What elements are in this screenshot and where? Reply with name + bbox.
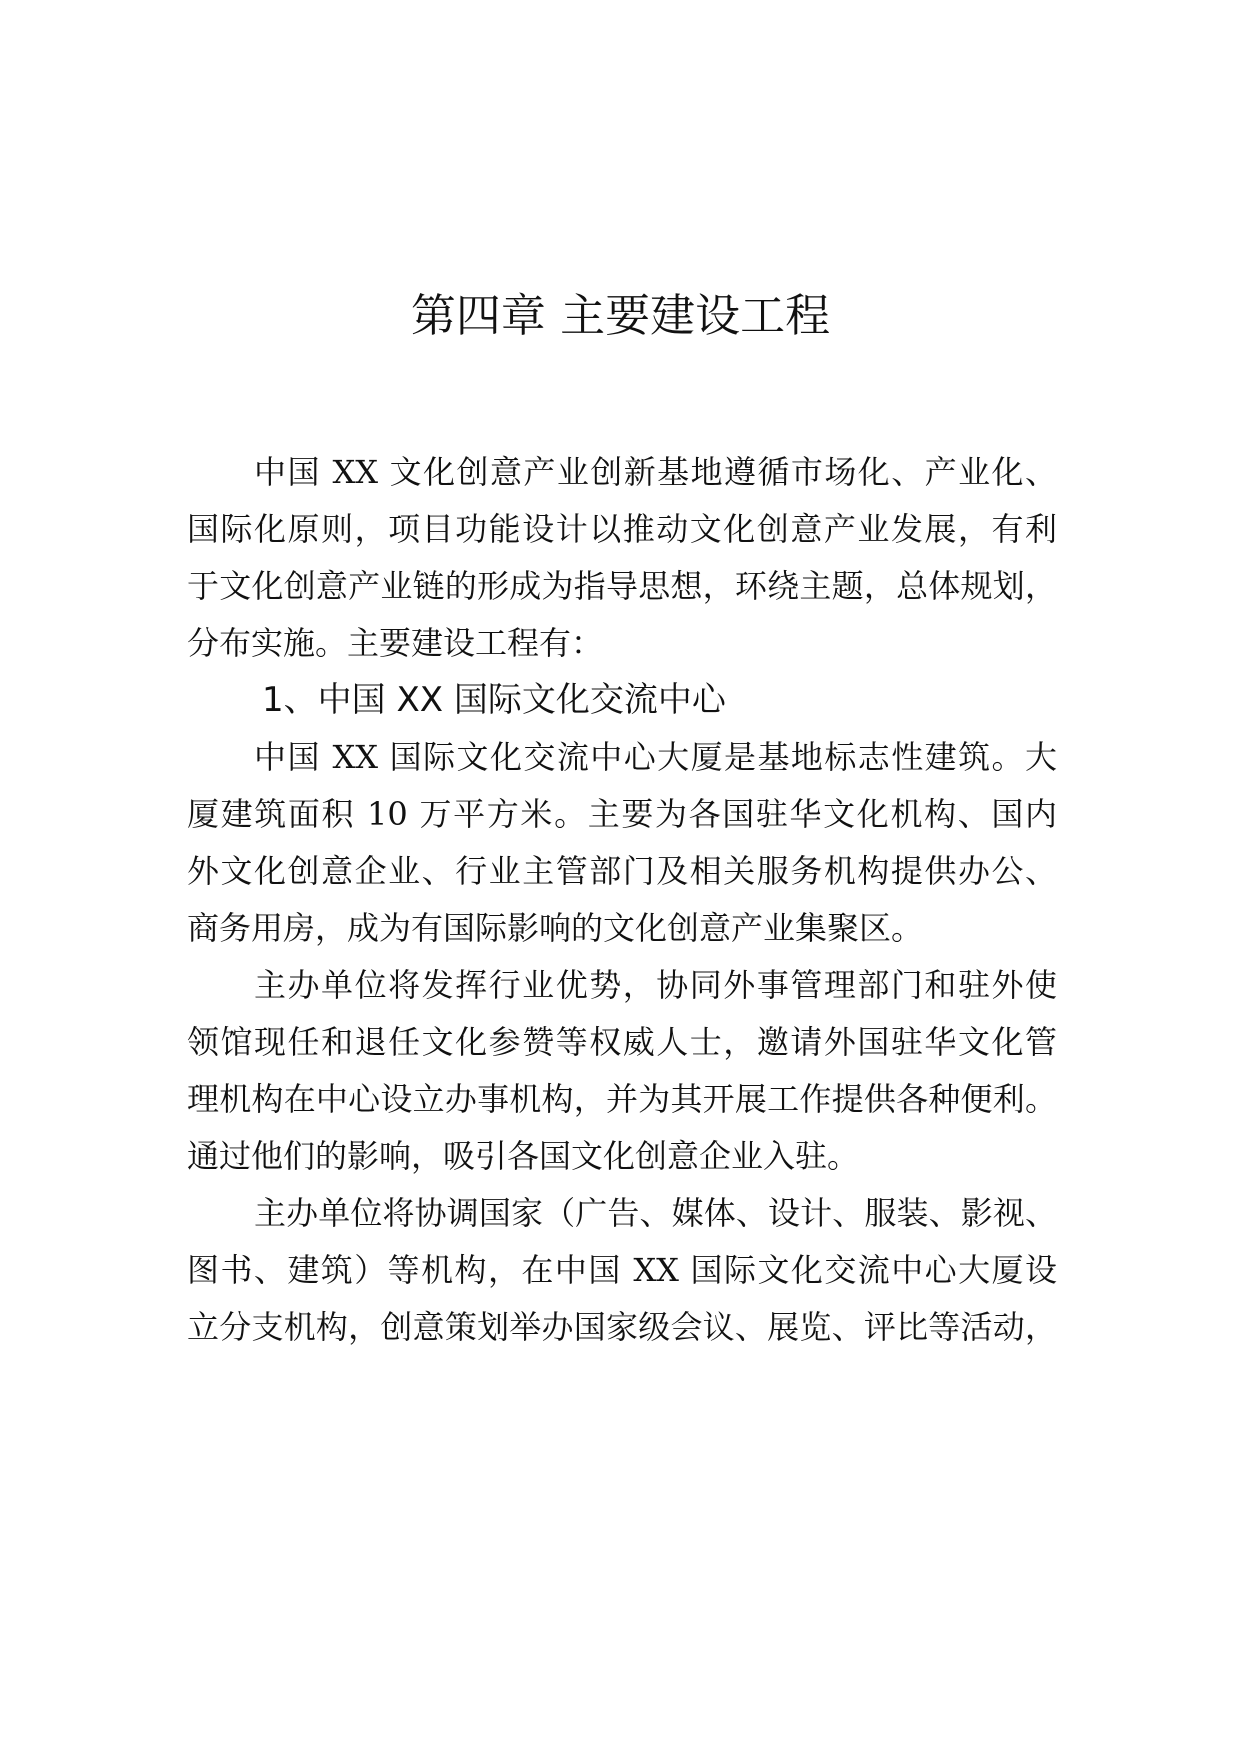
intro-line: 国际化原则，项目功能设计以推动文化创意产业发展，有利 — [187, 510, 1057, 548]
paragraph-line: 领馆现任和退任文化参赞等权威人士，邀请外国驻华文化管 — [187, 1023, 1057, 1061]
paragraph-line: 主办单位将发挥行业优势，协同外事管理部门和驻外使 — [254, 966, 1057, 1004]
paragraph-line: 中国 XX 国际文化交流中心大厦是基地标志性建筑。大 — [254, 738, 1057, 776]
paragraph-line: 主办单位将协调国家（广告、媒体、设计、服装、影视、 — [254, 1194, 1057, 1232]
paragraph-line: 通过他们的影响，吸引各国文化创意企业入驻。 — [187, 1137, 860, 1175]
intro-line: 中国 XX 文化创意产业创新基地遵循市场化、产业化、 — [254, 453, 1057, 491]
paragraph-line: 商务用房，成为有国际影响的文化创意产业集聚区。 — [187, 909, 924, 947]
section-heading: 1、中国 XX 国际文化交流中心 — [262, 680, 726, 720]
paragraph-line: 理机构在中心设立办事机构，并为其开展工作提供各种便利。 — [187, 1080, 1057, 1118]
intro-line: 分布实施。主要建设工程有： — [187, 624, 604, 662]
paragraph-line: 厦建筑面积 10 万平方米。主要为各国驻华文化机构、国内 — [187, 795, 1057, 833]
paragraph-line: 立分支机构，创意策划举办国家级会议、展览、评比等活动， — [187, 1308, 1057, 1346]
chapter-title: 第四章 主要建设工程 — [410, 289, 831, 342]
paragraph-line: 外文化创意企业、行业主管部门及相关服务机构提供办公、 — [187, 852, 1057, 890]
intro-line: 于文化创意产业链的形成为指导思想，环绕主题，总体规划， — [187, 567, 1057, 605]
paragraph-line: 图书、建筑）等机构，在中国 XX 国际文化交流中心大厦设 — [187, 1251, 1057, 1289]
